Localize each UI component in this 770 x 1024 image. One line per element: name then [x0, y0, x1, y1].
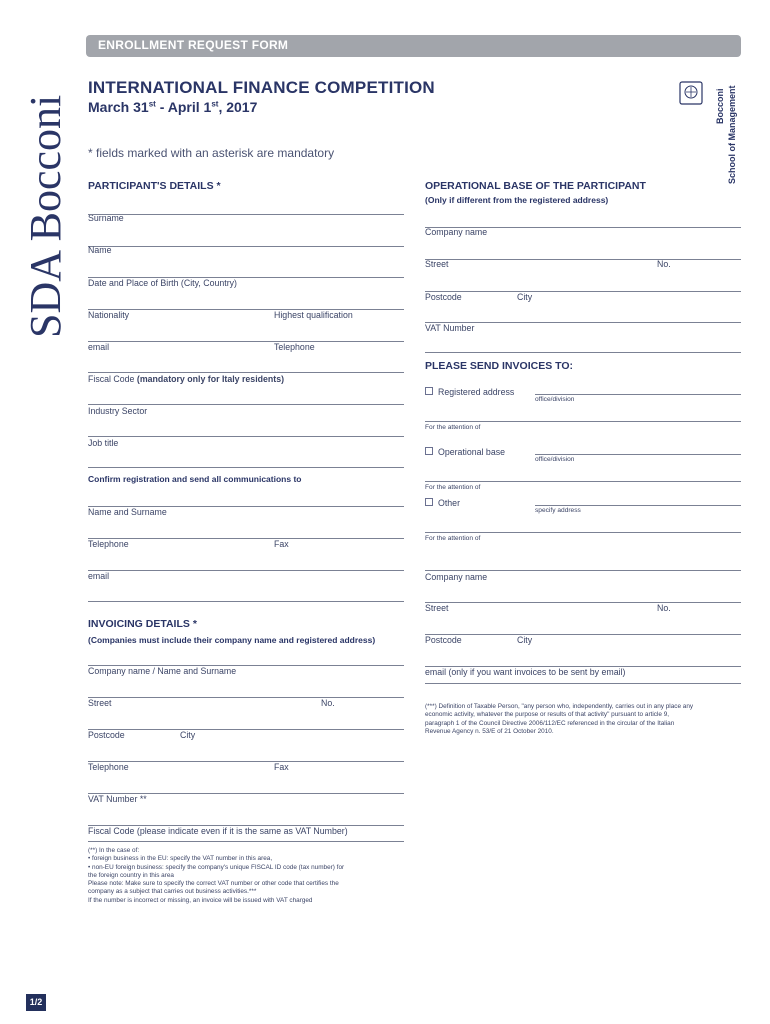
- page-title: INTERNATIONAL FINANCE COMPETITION: [88, 78, 435, 97]
- si-company-field[interactable]: [425, 602, 741, 603]
- operational-base-option[interactable]: [425, 447, 505, 457]
- fiscal-code-label: [88, 374, 284, 384]
- operational-sub: (Only if different from the registered address): [425, 195, 609, 205]
- confirm-email-label: email: [88, 571, 110, 581]
- email-label: email: [88, 342, 110, 352]
- operational-checkbox[interactable]: [425, 447, 433, 455]
- job-label: Job title: [88, 438, 119, 448]
- mandatory-note: * fields marked with an asterisk are mandatory: [88, 146, 335, 160]
- side-logo-text: SDA Bocconi: [21, 94, 70, 338]
- fiscal-code-text: Fiscal Code: [88, 374, 135, 384]
- invoicing-sub: (Companies must include their company name and registered address): [88, 635, 376, 645]
- date-start: March 31: [88, 99, 149, 115]
- op-company-field[interactable]: [425, 259, 741, 260]
- inv-company-label: Company name / Name and Surname: [88, 666, 237, 676]
- inv-vat-label: VAT Number **: [88, 794, 147, 804]
- participant-heading-text: PARTICIPANT'S DETAILS: [88, 180, 214, 192]
- date-sep: - April 1: [155, 99, 212, 115]
- inv-company-field[interactable]: [88, 697, 404, 698]
- page-number: 1/2: [26, 994, 46, 1011]
- operational-heading: OPERATIONAL BASE OF THE PARTICIPANT: [425, 180, 646, 192]
- event-dates: [88, 99, 257, 115]
- qualification-label: Highest qualification: [274, 310, 353, 320]
- inv-city-label: City: [180, 730, 196, 740]
- other-option[interactable]: [425, 498, 460, 508]
- definition-note-line: paragraph 1 of the Council Directive 2006/112/EC referenced in the circular of the Italian: [425, 719, 675, 727]
- name-label: Name: [88, 245, 112, 255]
- nationality-label: Nationality: [88, 310, 130, 320]
- vat-note-line: company as a subject that carries out business activities.***: [88, 888, 257, 896]
- office1-field[interactable]: [535, 394, 741, 395]
- si-street-label: Street: [425, 603, 449, 613]
- op-vat-label: VAT Number: [425, 323, 475, 333]
- definition-note: [425, 703, 745, 736]
- send-invoices-heading: PLEASE SEND INVOICES TO:: [425, 360, 573, 372]
- office2-field[interactable]: [535, 454, 741, 455]
- confirm-fax-label: Fax: [274, 539, 289, 549]
- birth-field[interactable]: [88, 309, 404, 310]
- email-field[interactable]: [88, 372, 404, 373]
- inv-fax-label: Fax: [274, 762, 289, 772]
- vat-note-line: the foreign country in this area: [88, 871, 174, 879]
- si-no-label: No.: [657, 603, 671, 613]
- date-year: , 2017: [218, 99, 258, 115]
- sda-bocconi-logo: [10, 70, 70, 340]
- inv-postcode-field[interactable]: [88, 761, 404, 762]
- surname-label: Surname: [88, 213, 124, 223]
- specify-field[interactable]: [535, 505, 741, 506]
- participant-heading: [88, 180, 221, 192]
- inv-telephone-label: Telephone: [88, 762, 129, 772]
- op-postcode-label: Postcode: [425, 292, 462, 302]
- attention2-label: For the attention of: [425, 484, 481, 491]
- definition-note-line: Revenue Agency n. 53/E of 21 October 2010.: [425, 727, 554, 735]
- office2-label: office/division: [535, 456, 575, 463]
- vat-note-line: (**) In the case of:: [88, 847, 140, 854]
- op-no-label: No.: [657, 259, 671, 269]
- confirm-name-label: Name and Surname: [88, 507, 167, 517]
- si-company-label: Company name: [425, 572, 488, 582]
- op-street-field[interactable]: [425, 291, 741, 292]
- operational-label: Operational base: [438, 447, 505, 457]
- other-label: Other: [438, 498, 461, 508]
- op-street-label: Street: [425, 259, 449, 269]
- op-company-label: Company name: [425, 227, 488, 237]
- invoicing-heading: [88, 618, 197, 630]
- corner-logo-line2: School of Management: [727, 85, 737, 184]
- office1-label: office/division: [535, 396, 575, 403]
- vat-note-line: Please note: Make sure to specify the correct VAT number or other code that certifies the: [88, 880, 339, 888]
- si-city-label: City: [517, 635, 533, 645]
- inv-fiscal-label: Fiscal Code (please indicate even if it is the same as VAT Number): [88, 826, 348, 836]
- inv-fiscal-field[interactable]: [88, 841, 404, 842]
- op-vat-field[interactable]: [425, 352, 741, 353]
- date-end-sup: st: [211, 99, 219, 109]
- invoicing-heading-text: INVOICING DETAILS: [88, 618, 190, 630]
- corner-logo-line1: Bocconi: [715, 88, 725, 124]
- attention3-label: For the attention of: [425, 535, 481, 542]
- op-city-label: City: [517, 292, 533, 302]
- banner-title: ENROLLMENT REQUEST FORM: [98, 38, 289, 52]
- confirm-name-field[interactable]: [88, 538, 404, 539]
- inv-postcode-label: Postcode: [88, 730, 125, 740]
- confirm-email-field[interactable]: [88, 601, 404, 602]
- si-email-label: email (only if you want invoices to be sent by email): [425, 667, 626, 677]
- attention2-line: [425, 481, 741, 482]
- confirm-telephone-field[interactable]: [88, 570, 404, 571]
- definition-note-line: economic activity, whatever the purpose or results of that activity" pursuant to article 9,: [425, 711, 670, 719]
- other-checkbox[interactable]: [425, 498, 433, 506]
- attention3-line: [425, 532, 741, 533]
- vat-note: [88, 847, 408, 905]
- participant-asterisk: *: [216, 180, 221, 192]
- industry-field[interactable]: [88, 436, 404, 437]
- si-postcode-label: Postcode: [425, 635, 462, 645]
- fiscal-code-field[interactable]: [88, 404, 404, 405]
- inv-street-label: Street: [88, 698, 112, 708]
- fiscal-code-note: (mandatory only for Italy residents): [136, 374, 285, 384]
- vat-note-line: If the number is incorrect or missing, an invoice will be issued with VAT charged: [88, 896, 313, 904]
- birth-label: Date and Place of Birth (City, Country): [88, 278, 237, 288]
- si-email-field[interactable]: [425, 683, 741, 684]
- surname-field[interactable]: [88, 246, 404, 247]
- vat-note-line: • non-EU foreign business: specify the company's unique FISCAL ID code (tax number) for: [88, 863, 345, 871]
- bocconi-corner-logo: [677, 80, 741, 190]
- attention1-line: [425, 421, 741, 422]
- registered-checkbox[interactable]: [425, 387, 433, 395]
- confirm-heading: Confirm registration and send all communications to: [88, 474, 302, 484]
- registered-label: Registered address: [438, 387, 515, 397]
- date-start-sup: st: [148, 99, 156, 109]
- form-banner: [86, 35, 741, 57]
- telephone-label: Telephone: [274, 342, 315, 352]
- nationality-field[interactable]: [88, 341, 404, 342]
- job-field[interactable]: [88, 467, 404, 468]
- si-street-field[interactable]: [425, 634, 741, 635]
- registered-address-option[interactable]: [425, 387, 514, 397]
- industry-label: Industry Sector: [88, 406, 148, 416]
- confirm-telephone-label: Telephone: [88, 539, 129, 549]
- participant-top-line: [88, 214, 404, 215]
- invoicing-asterisk: *: [192, 618, 197, 630]
- inv-street-field[interactable]: [88, 729, 404, 730]
- specify-label: specify address: [535, 507, 581, 514]
- vat-note-line: • foreign business in the EU: specify the VAT number in this area,: [88, 855, 273, 863]
- attention3-field[interactable]: [425, 570, 741, 571]
- attention1-label: For the attention of: [425, 424, 481, 431]
- definition-note-line: (***) Definition of Taxable Person, "any person who, independently, carries out in any place any: [425, 703, 694, 710]
- inv-no-label: No.: [321, 698, 335, 708]
